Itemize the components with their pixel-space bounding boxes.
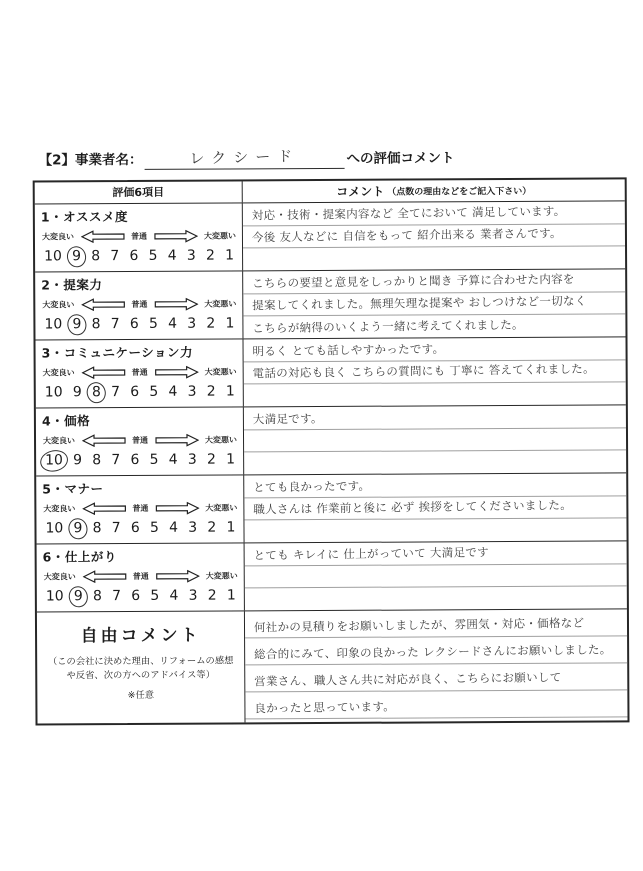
scale-right-label: 大変悪い [203, 231, 236, 241]
score-numbers [43, 588, 239, 608]
score-number: 7 [112, 587, 122, 604]
arrow-left-icon [81, 298, 125, 311]
writing-line [244, 473, 626, 498]
writing-line-filler [245, 717, 627, 722]
free-comment-label-cell [37, 611, 246, 723]
writing-line [244, 428, 626, 453]
comment-header-note: （点数の理由などをご記入下さい） [387, 186, 532, 198]
table-row [37, 541, 627, 612]
criteria-cell [35, 271, 243, 339]
score-number: 2 [207, 519, 217, 536]
handwritten-comment: とても キレイに 仕上がっていて 大満足です [253, 544, 490, 563]
column-header-criteria: 評価6項目 [35, 181, 243, 203]
scale-left-label: 大変良い [43, 436, 76, 446]
comment-cell [244, 337, 626, 406]
comment-header-main: コメント [336, 184, 385, 199]
free-comment-subtitle: （この会社に決めた理由、リフォームの感想や反省、次の方へのアドバイス等） [47, 655, 234, 682]
scale-mid-label: 普通 [130, 232, 147, 242]
table-row [36, 337, 626, 408]
scale-mid-label: 普通 [132, 572, 149, 582]
header-suffix: への評価コメント [346, 150, 455, 167]
handwritten-comment: 良かったと思っています。 [254, 699, 396, 716]
score-numbers [42, 520, 238, 540]
writing-line [244, 496, 626, 521]
score-number: 10 [44, 247, 62, 265]
score-numbers [41, 316, 237, 336]
arrow-right-icon [155, 570, 199, 583]
rating-scale [41, 298, 237, 312]
rating-scale [41, 230, 237, 244]
score-number-circled: 9 [73, 519, 83, 536]
score-number: 10 [44, 315, 63, 333]
handwritten-comment: 今後 友人などに 自信をもって 紹介出来る 業者さんです。 [251, 226, 562, 245]
table-row [36, 473, 626, 544]
score-number: 5 [149, 451, 159, 468]
business-name-label: 【2】事業者名： [38, 151, 143, 169]
handwritten-comment: 職人さんは 作業前と後に 必ず 挨拶をしてくださいました。 [253, 498, 573, 517]
free-comment-cell [245, 609, 628, 722]
score-number: 8 [92, 587, 102, 604]
handwritten-comment: 電話の対応も良く こちらの質問にも 丁寧に 答えてくれました。 [252, 361, 595, 381]
table-row [35, 269, 625, 340]
free-comment-row [37, 609, 628, 723]
arrow-left-icon [82, 570, 126, 583]
score-number: 1 [226, 519, 236, 536]
writing-line [243, 224, 625, 249]
handwritten-comment: こちらの要望と意見をしっかりと聞き 予算に合わせた内容を [252, 271, 575, 291]
score-number: 5 [148, 247, 158, 264]
column-header-comment [243, 179, 625, 202]
score-number: 6 [131, 587, 141, 604]
writing-line [245, 541, 627, 566]
writing-line [244, 451, 626, 475]
score-number: 6 [130, 519, 140, 536]
scale-left-label: 大変良い [43, 504, 76, 514]
score-number: 8 [92, 519, 102, 536]
criteria-cell [36, 475, 244, 543]
score-number: 3 [187, 315, 197, 332]
rating-scale [42, 366, 238, 380]
score-number: 2 [206, 451, 216, 468]
writing-line [243, 315, 625, 339]
score-number: 9 [72, 383, 82, 400]
comment-cell [243, 201, 625, 270]
handwritten-comment: 対応・技術・提案内容など 全てにおいて 満足しています。 [251, 203, 566, 223]
scale-left-label: 大変良い [41, 232, 74, 242]
document-header [38, 145, 603, 171]
scale-right-label: 大変悪い [204, 367, 237, 377]
scale-mid-label: 普通 [132, 436, 149, 446]
criteria-title: 3・コミュニケーション力 [41, 344, 194, 361]
writing-line [245, 636, 627, 665]
score-number: 1 [225, 383, 235, 400]
score-numbers [42, 452, 238, 472]
score-number: 1 [225, 315, 235, 332]
score-number: 4 [167, 247, 177, 264]
writing-line [244, 405, 626, 430]
score-number: 3 [188, 587, 198, 604]
score-number: 5 [149, 519, 159, 536]
free-comment-title: 自由コメント [80, 625, 201, 647]
criteria-title: 5・マナー [42, 481, 104, 497]
rating-scale [43, 570, 239, 584]
score-number: 4 [169, 519, 179, 536]
writing-line [243, 269, 625, 294]
comment-cell [244, 473, 626, 542]
criteria-cell [35, 203, 243, 271]
business-name-field [144, 146, 344, 170]
score-number: 6 [129, 247, 139, 264]
arrow-left-icon [82, 502, 126, 515]
criteria-title: 6・仕上がり [42, 549, 117, 565]
handwritten-comment: こちらが納得のいくよう一緒に考えてくれました。 [252, 317, 524, 336]
writing-line [245, 609, 627, 638]
score-number: 7 [110, 247, 120, 264]
criteria-cell [37, 543, 245, 611]
score-number: 10 [45, 587, 64, 605]
free-comment-note: ※任意 [127, 689, 155, 701]
score-number: 2 [206, 315, 216, 332]
scale-mid-label: 普通 [131, 300, 148, 310]
scale-mid-label: 普通 [131, 368, 148, 378]
score-number: 4 [168, 451, 178, 468]
score-number: 7 [111, 519, 121, 536]
criteria-title: 1・オススメ度 [40, 209, 128, 225]
score-number: 3 [187, 383, 197, 400]
writing-line [244, 383, 626, 407]
score-number: 3 [186, 247, 196, 264]
comment-cell [243, 269, 625, 338]
criteria-cell [36, 407, 244, 475]
evaluation-table [33, 177, 630, 725]
handwritten-comment: 明るく とても話しやすかったです。 [252, 341, 445, 359]
writing-line [244, 519, 626, 543]
scale-right-label: 大変悪い [204, 299, 237, 309]
handwritten-comment: 何社かの見積りをお願いしましたが、雰囲気・対応・価格など [253, 615, 585, 635]
comment-cell [244, 405, 626, 474]
arrow-right-icon [155, 502, 199, 515]
scale-mid-label: 普通 [132, 504, 149, 514]
score-number-circled: 9 [72, 247, 82, 264]
score-number: 6 [130, 451, 140, 468]
criteria-cell [36, 339, 244, 407]
handwritten-comment: 総合的にみて、印象の良かった レクシードさんにお願いしました。 [253, 642, 612, 662]
score-number: 5 [148, 315, 158, 332]
scale-left-label: 大変良い [43, 572, 76, 582]
comment-cell [245, 541, 627, 610]
score-number: 1 [225, 247, 235, 264]
score-number: 7 [110, 315, 120, 332]
arrow-left-icon [81, 366, 125, 379]
writing-line [245, 564, 627, 589]
table-row [35, 201, 625, 272]
scale-left-label: 大変良い [42, 368, 75, 378]
score-number: 5 [149, 383, 159, 400]
score-number: 9 [73, 451, 83, 468]
table-header-row [35, 179, 625, 204]
score-number: 8 [91, 315, 101, 332]
score-number: 10 [44, 383, 63, 401]
handwritten-comment: とても良かったです。 [253, 478, 371, 495]
scale-right-label: 大変悪い [205, 503, 238, 513]
rating-scale [42, 434, 238, 448]
score-number: 6 [130, 383, 140, 400]
arrow-right-icon [154, 298, 198, 311]
criteria-title: 2・提案力 [41, 277, 103, 293]
table-row [36, 405, 626, 476]
score-number: 2 [207, 587, 217, 604]
score-number: 8 [92, 451, 102, 468]
arrow-right-icon [154, 366, 198, 379]
score-number: 4 [168, 315, 178, 332]
score-number: 1 [226, 451, 236, 468]
writing-line [243, 292, 625, 317]
score-number-circled: 9 [72, 315, 82, 332]
scale-right-label: 大変悪い [205, 571, 238, 581]
arrow-left-icon [81, 434, 125, 447]
score-number: 3 [188, 519, 198, 536]
score-number: 6 [129, 315, 139, 332]
writing-line [245, 690, 627, 719]
score-number: 2 [206, 383, 216, 400]
handwritten-comment: 大満足です。 [252, 411, 323, 427]
scale-left-label: 大変良い [42, 300, 75, 310]
score-number-circled: 9 [73, 587, 83, 604]
score-number: 8 [91, 247, 101, 264]
score-number: 3 [187, 451, 197, 468]
score-numbers [41, 248, 237, 268]
business-name-handwritten: レクシード [189, 147, 300, 168]
score-number: 5 [150, 587, 160, 604]
handwritten-comment: 営業さん、職人さん共に対応が良く、こちらにお願いして [254, 670, 562, 689]
score-number-circled: 10 [45, 451, 63, 469]
scale-right-label: 大変悪い [205, 435, 238, 445]
score-number: 4 [169, 587, 179, 604]
score-numbers [42, 384, 238, 404]
score-number: 4 [168, 383, 178, 400]
score-number: 2 [205, 247, 215, 264]
writing-line [244, 337, 626, 362]
writing-line [243, 201, 625, 226]
writing-line [245, 587, 627, 611]
rating-scale [42, 502, 238, 516]
score-number: 1 [226, 587, 236, 604]
score-number: 7 [111, 383, 121, 400]
arrow-left-icon [80, 230, 124, 243]
arrow-right-icon [154, 434, 198, 447]
score-number: 10 [45, 519, 64, 537]
writing-line [243, 247, 625, 271]
writing-line [245, 663, 627, 692]
handwritten-comment: 提案してくれました。無理矢理な提案や おしつけなど一切なく [252, 294, 587, 313]
arrow-right-icon [153, 230, 197, 243]
score-number: 7 [111, 451, 121, 468]
score-number-circled: 8 [91, 383, 101, 400]
criteria-title: 4・価格 [41, 413, 91, 429]
writing-line [244, 360, 626, 385]
